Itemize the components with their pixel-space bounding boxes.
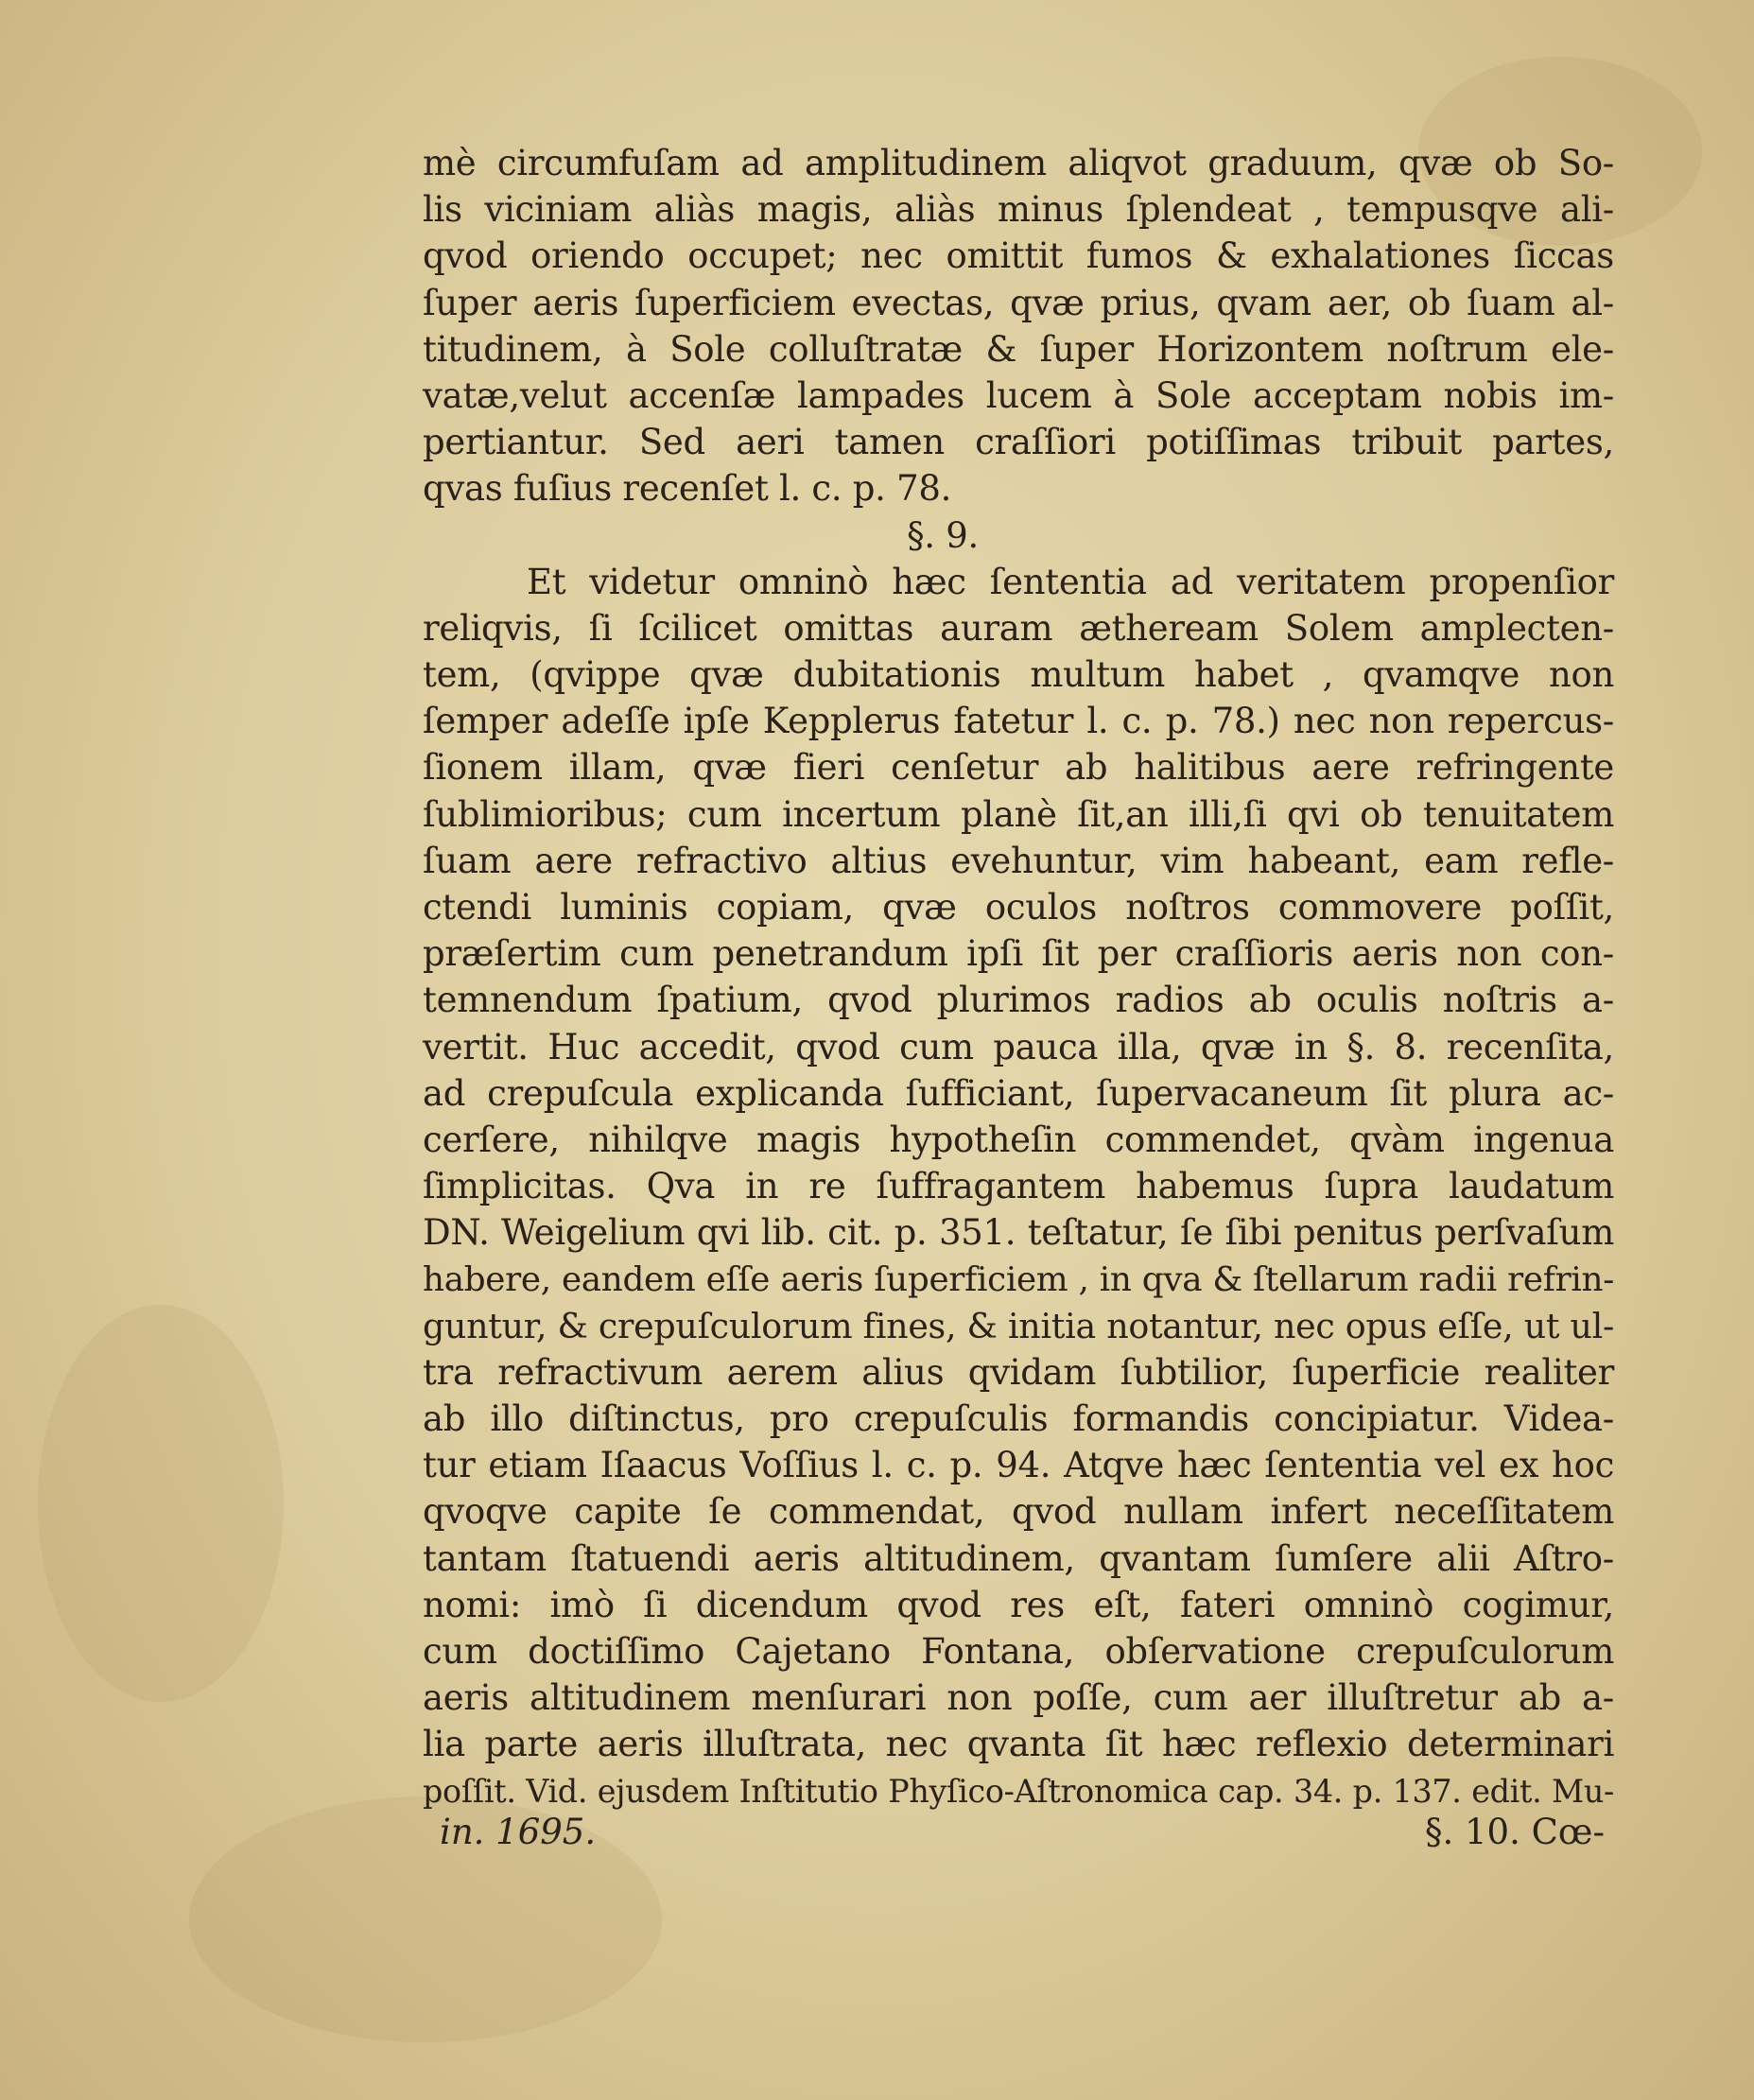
section-heading: §. 9. xyxy=(907,514,979,556)
text-line-20: vertit. Huc accedit, qvod cum pauca illa, qvæ in §. 8. recenſita, xyxy=(423,1026,1614,1067)
footer-continuation: in. 1695. xyxy=(440,1812,597,1852)
text-line-10: Et videtur omninò hæc ſententia ad veritatem propenſior xyxy=(527,561,1614,602)
text-line-3: qvod oriendo occupet; nec omittit fumos & exhalationes ſiccas xyxy=(423,235,1614,277)
text-line-11: reliqvis, ſi ſcilicet omittas auram ætheream Solem amplecten- xyxy=(423,607,1614,649)
paper-stain xyxy=(38,1305,284,1702)
text-line-33: cum doctiſſimo Cajetano Fontana, obſervatione crepuſculorum xyxy=(423,1631,1614,1672)
text-line-34: aeris altitudinem menſurari non poſſe, cum aer illuſtretur ab a- xyxy=(423,1677,1614,1719)
catchword: §. 10. Cœ- xyxy=(1424,1812,1605,1852)
text-line-19: temnendum ſpatium, qvod plurimos radios ab oculis noſtris a- xyxy=(423,980,1614,1021)
text-line-4: ſuper aeris ſuperficiem evectas, qvæ prius, qvam aer, ob ſuam al- xyxy=(423,282,1614,323)
text-line-21: ad crepuſcula explicanda ſufficiant, ſupervacaneum ſit plura ac- xyxy=(423,1072,1614,1114)
text-line-18: præſertim cum penetrandum ipſi ſit per craſſioris aeris non con- xyxy=(423,933,1614,975)
text-line-5: titudinem, à Sole colluſtratæ & ſuper Horizontem noſtrum ele- xyxy=(423,328,1614,370)
text-line-22: cerſere, nihilqve magis hypotheſin commendet, qvàm ingenua xyxy=(423,1119,1614,1160)
text-line-7: pertiantur. Sed aeri tamen craſſiori potiſſimas tribuit partes, xyxy=(423,422,1614,463)
text-line-8: qvas fuſius recenſet l. c. p. 78. xyxy=(423,468,952,510)
text-line-30: qvoqve capite ſe commendat, qvod nullam infert neceſſitatem xyxy=(423,1491,1614,1533)
text-line-28: ab illo diſtinctus, pro crepuſculis formandis concipiatur. Videa- xyxy=(423,1398,1614,1440)
text-line-15: ſublimioribus; cum incertum planè ſit,an illi,ſi qvi ob tenuitatem xyxy=(423,793,1614,835)
text-line-14: ſionem illam, qvæ fieri cenſetur ab halitibus aere refringente xyxy=(423,747,1614,789)
text-line-27: tra refractivum aerem alius qvidam ſubtilior, ſuperficie realiter xyxy=(423,1351,1614,1393)
text-line-32: nomi: imò ſi dicendum qvod res eſt, fateri omninò cogimur, xyxy=(423,1584,1614,1625)
text-line-24: DN. Weigelium qvi lib. cit. p. 351. teſtatur, ſe ſibi penitus perſvaſum xyxy=(423,1212,1614,1254)
text-line-35: lia parte aeris illuſtrata, nec qvanta ſit hæc reflexio determinari xyxy=(423,1724,1614,1765)
text-line-13: ſemper adeſſe ipſe Kepplerus fatetur l. c. p. 78.) nec non repercus- xyxy=(423,701,1614,742)
text-line-17: ctendi luminis copiam, qvæ oculos noſtros commovere poſſit, xyxy=(423,887,1614,928)
text-line-2: lis viciniam aliàs magis, aliàs minus ſplendeat , tempusqve ali- xyxy=(423,189,1614,231)
text-line-1: mè circumfuſam ad amplitudinem aliqvot graduum, qvæ ob So- xyxy=(423,143,1614,183)
text-line-16: ſuam aere refractivo altius evehuntur, vim habeant, eam refle- xyxy=(423,840,1614,881)
text-line-6: vatæ,velut accenſæ lampades lucem à Sole acceptam nobis im- xyxy=(423,374,1614,416)
text-line-26: guntur, & crepuſculorum fines, & initia notantur, nec opus eſſe, ut ul- xyxy=(423,1305,1614,1346)
body-text xyxy=(423,140,1614,1814)
text-line-25: habere, eandem eſſe aeris ſuperficiem , in qva & ſtellarum radii refrin- xyxy=(423,1259,1614,1299)
text-line-12: tem, (qvippe qvæ dubitationis multum habet , qvamqve non xyxy=(423,654,1614,696)
text-line-31: tantam ſtatuendi aeris altitudinem, qvantam ſumſere alii Aſtro- xyxy=(423,1537,1614,1579)
text-line-29: tur etiam Iſaacus Voſſius l. c. p. 94. Atqve hæc ſententia vel ex hoc xyxy=(423,1445,1614,1486)
page-footer xyxy=(423,1812,1614,1858)
text-line-36: poſſit. Vid. ejusdem Inſtitutio Phyſico-Aſtronomica cap. 34. p. 137. edit. Mu- xyxy=(423,1772,1614,1810)
text-line-23: ſimplicitas. Qva in re ſuffragantem habemus ſupra laudatum xyxy=(423,1166,1614,1207)
